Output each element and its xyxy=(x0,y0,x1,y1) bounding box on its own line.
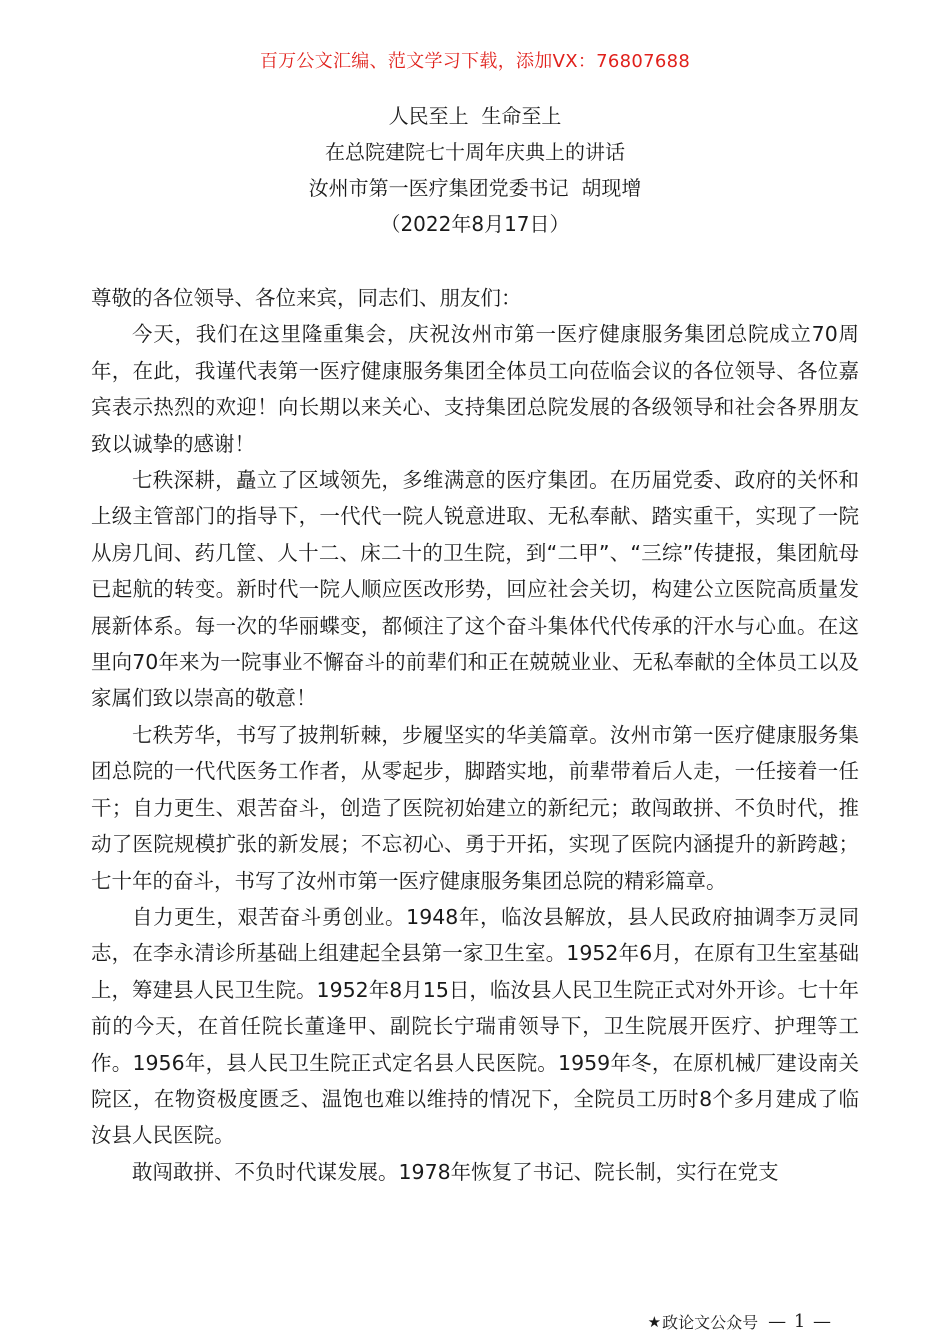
speech-subtitle: 在总院建院七十周年庆典上的讲话 xyxy=(325,140,625,164)
speech-header xyxy=(0,98,950,242)
speech-body xyxy=(91,280,859,1190)
star-icon: ★ xyxy=(647,1312,662,1331)
footer-source: 政论文公众号 xyxy=(662,1313,759,1332)
speech-date: （2022年8月17日） xyxy=(380,212,570,236)
paragraph: 七秩芳华，书写了披荆斩棘，步履坚实的华美篇章。汝州市第一医疗健康服务集团总院的一代代医务工作者，从零起步，脚踏实地，前辈带着后人走，一任接着一任干；自力更生、艰苦奋斗，创造了医院初始建立的新纪元；敢闯敢拼、不负时代，推动了医院规模扩张的新发展；不忘初心、勇于开拓，实现了医院内涵提升的新跨越；七十年的奋斗，书写了汝州市第一医疗健康服务集团总院的精彩篇章。 xyxy=(91,722,859,893)
paragraph: 敢闯敢拼、不负时代谋发展。1978年恢复了书记、院长制，实行在党支 xyxy=(132,1159,779,1184)
page-number: — 1 — xyxy=(768,1311,832,1332)
salutation: 尊敬的各位领导、各位来宾，同志们、朋友们： xyxy=(91,286,522,310)
speech-title: 人民至上 生命至上 xyxy=(388,104,562,128)
watermark-banner: 百万公文汇编、范文学习下载，添加VX：76807688 xyxy=(259,51,691,72)
paragraph: 七秩深耕，矗立了区域领先，多维满意的医疗集团。在历届党委、政府的关怀和上级主管部门的指导下，一代代一院人锐意进取、无私奉献、踏实重干，实现了一院从房几间、药几筐、人十二、床二十的卫生院，到“二甲”、“三综”传捷报，集团航母已起航的转变。新时代一院人顺应医改形势，回应社会关切，构建公立医院高质量发展新体系。每一次的华丽蝶变，都倾注了这个奋斗集体代代传承的汗水与心血。在这里向70年来为一院事业不懈奋斗的前辈们和正在兢兢业业、无私奉献的全体员工以及家属们致以崇高的敬意！ xyxy=(91,468,859,711)
paragraph: 自力更生，艰苦奋斗勇创业。1948年，临汝县解放，县人民政府抽调李万灵同志，在李永清诊所基础上组建起全县第一家卫生室。1952年6月，在原有卫生室基础上，筹建县人民卫生院。1952年8月15日，临汝县人民卫生院正式对外开诊。七十年前的今天，在首任院长董逢甲、副院长宁瑞甫领导下，卫生院展开医疗、护理等工作。1956年，县人民卫生院正式定名县人民医院。1959年冬，在原机械厂建设南关院区，在物资极度匮乏、温饱也难以维持的情况下，全院员工历时8个多月建成了临汝县人民医院。 xyxy=(91,904,859,1148)
page-footer xyxy=(648,1310,832,1333)
paragraph: 今天，我们在这里隆重集会，庆祝汝州市第一医疗健康服务集团总院成立70周年，在此，我谨代表第一医疗健康服务集团全体员工向莅临会议的各位领导、各位嘉宾表示热烈的欢迎！向长期以来关心、支持集团总院发展的各级领导和社会各界朋友致以诚挚的感谢！ xyxy=(91,322,859,456)
speaker-line: 汝州市第一医疗集团党委书记 胡现增 xyxy=(308,176,642,200)
